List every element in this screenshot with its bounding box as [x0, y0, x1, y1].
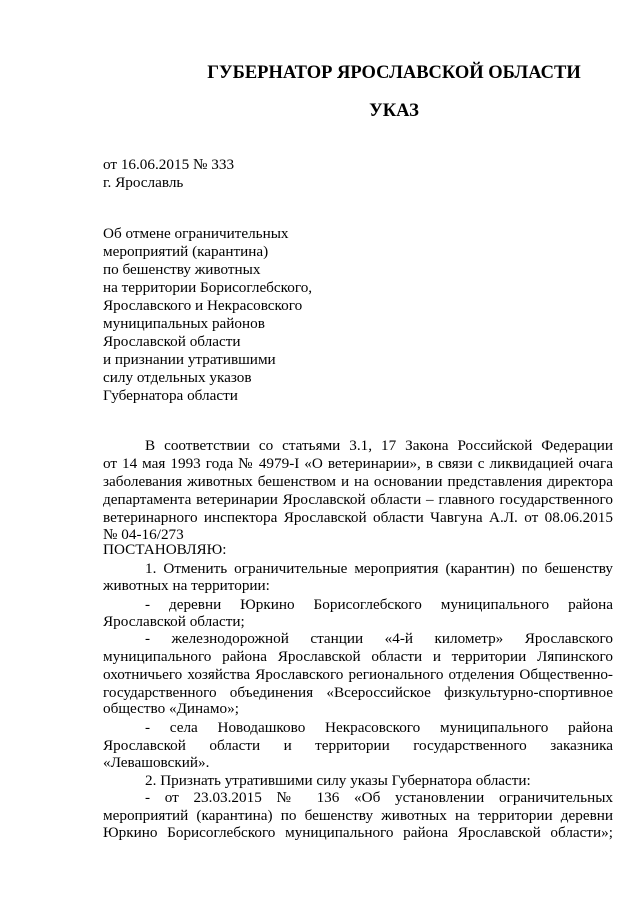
body-line: - от 23.03.2015 № 136 «Об установлении ограничительных — [145, 789, 613, 806]
item-2: 2. Признать утратившими силу указы Губернатора области: — [145, 772, 531, 789]
body-line: Ярославской области; — [103, 613, 245, 630]
subject-line: Ярославской области — [103, 333, 241, 350]
subject-line: мероприятий (карантина) — [103, 243, 269, 260]
subject-line: силу отдельных указов — [103, 369, 252, 386]
subject-line: Об отмене ограничительных — [103, 225, 289, 242]
body-line: - деревни Юркино Борисоглебского муниципального района — [145, 596, 613, 613]
decree-word: ПОСТАНОВЛЯЮ: — [103, 541, 227, 558]
document-type-heading: УКАЗ — [369, 101, 419, 121]
body-line: охотничьего хозяйства Ярославского регионального отделения Общественно- — [103, 666, 613, 683]
body-line: общество «Динамо»; — [103, 700, 239, 717]
body-line: 1. Отменить ограничительные мероприятия (карантин) по бешенству — [145, 560, 613, 577]
subject-line: Губернатора области — [103, 387, 238, 404]
body-line: ветеринарного инспектора Ярославской области Чавгуна А.Л. от 08.06.2015 — [103, 509, 613, 526]
body-line: государственного объединения «Всероссийское физкультурно-спортивное — [103, 684, 613, 701]
body-line: от 14 мая 1993 года № 4979-I «О ветеринарии», в связи с ликвидацией очага — [103, 455, 613, 472]
body-line: муниципального района Ярославской области и территории Ляпинского — [103, 648, 613, 665]
decree-place: г. Ярославль — [103, 174, 184, 191]
body-line: животных на территории: — [103, 577, 270, 594]
subject-line: Ярославского и Некрасовского — [103, 297, 303, 314]
subject-line: и признании утратившими — [103, 351, 276, 368]
body-line: Ярославской области и территории государственного заказника — [103, 737, 613, 754]
body-line: мероприятий (карантина) по бешенству животных на территории деревни — [103, 807, 613, 824]
body-line: заболевания животных бешенством и на основании представления директора — [103, 473, 613, 490]
authority-heading: ГУБЕРНАТОР ЯРОСЛАВСКОЙ ОБЛАСТИ — [207, 63, 581, 83]
subject-line: по бешенству животных — [103, 261, 261, 278]
body-line: Юркино Борисоглебского муниципального района Ярославской области»; — [103, 824, 613, 841]
decree-date-number: от 16.06.2015 № 333 — [103, 156, 235, 173]
body-line: В соответствии со статьями 3.1, 17 Закона Российской Федерации — [145, 437, 613, 454]
body-line: - железнодорожной станции «4-й километр» Ярославского — [145, 630, 613, 647]
subject-line: муниципальных районов — [103, 315, 265, 332]
body-line: «Левашовский». — [103, 754, 210, 771]
body-line: № 04-16/273 — [103, 526, 184, 543]
subject-line: на территории Борисоглебского, — [103, 279, 313, 296]
body-line: - села Новодашково Некрасовского муниципального района — [145, 719, 613, 736]
body-line: департамента ветеринарии Ярославской области – главного государственного — [103, 491, 613, 508]
